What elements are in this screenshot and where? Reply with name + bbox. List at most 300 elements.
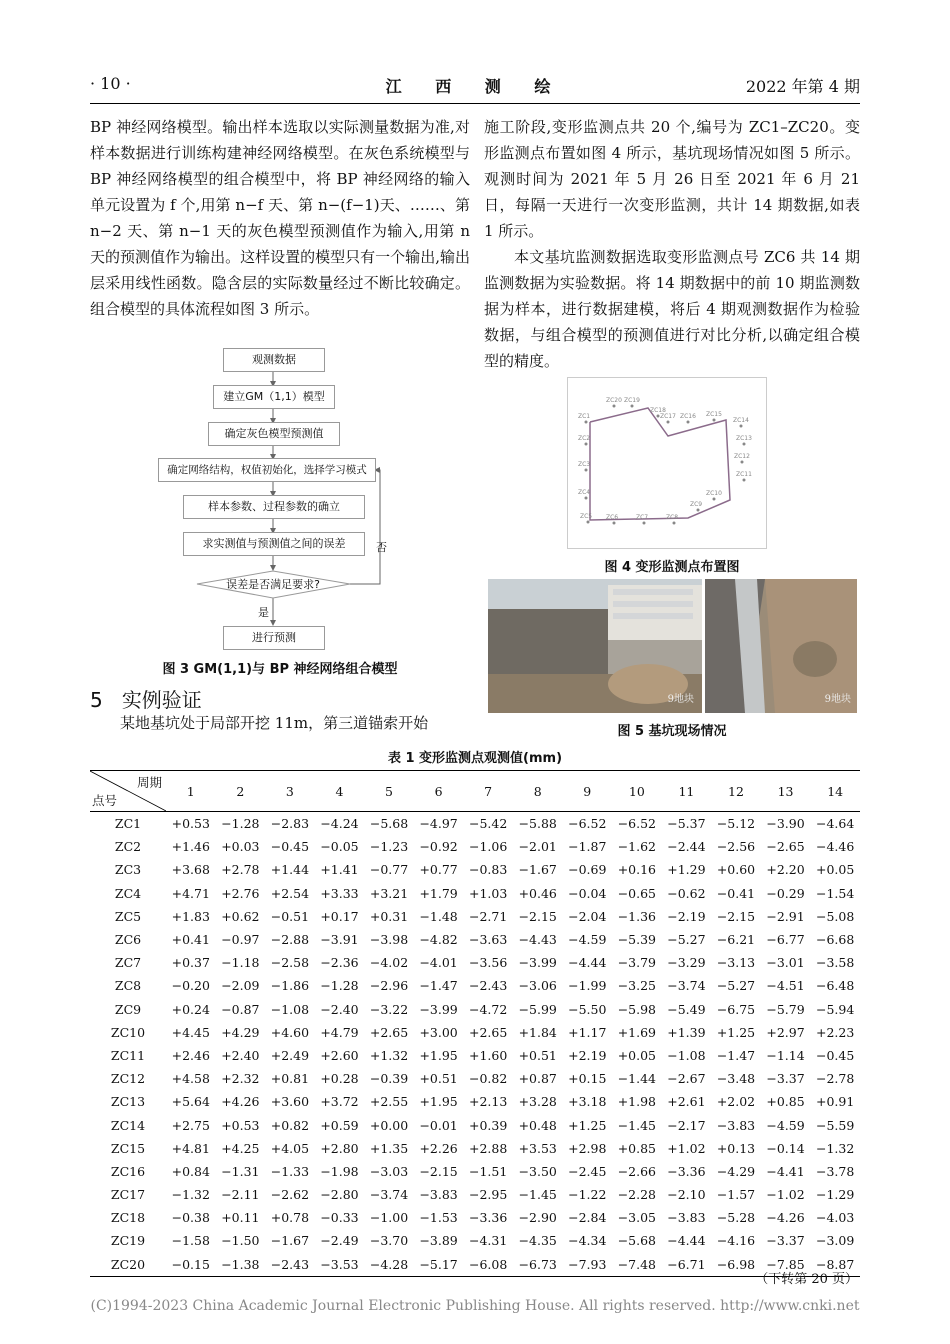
journal-name: 江 西 测 绘	[385, 77, 565, 96]
value-cell: −1.33	[270, 1163, 310, 1179]
point-id-cell: ZC6	[114, 932, 142, 948]
table-row	[90, 928, 860, 951]
value-cell: −7.93	[568, 1256, 607, 1272]
period-header: 14	[827, 783, 844, 799]
value-cell: −1.86	[270, 978, 310, 994]
monitoring-point-label: ZC1	[578, 413, 591, 420]
table-row	[90, 1021, 860, 1044]
value-cell: −3.89	[419, 1233, 458, 1249]
value-cell: −5.94	[816, 1001, 855, 1017]
monitoring-point-label: ZC11	[736, 471, 752, 478]
value-cell: +0.05	[617, 1047, 656, 1063]
value-cell: −1.28	[221, 816, 260, 832]
value-cell: −2.15	[419, 1163, 458, 1179]
value-cell: −3.99	[518, 955, 557, 971]
monitoring-point-label: ZC17	[660, 413, 676, 420]
value-cell: −2.49	[320, 1233, 359, 1249]
value-cell: +2.65	[469, 1024, 508, 1040]
value-cell: −0.69	[568, 862, 607, 878]
value-cell: +3.72	[320, 1094, 359, 1110]
value-cell: −2.65	[766, 839, 805, 855]
value-cell: −3.78	[816, 1163, 855, 1179]
value-cell: −4.28	[369, 1256, 409, 1272]
figure4-caption: 图 4 变形监测点布置图	[604, 560, 740, 575]
monitoring-point-label: ZC20	[606, 397, 622, 404]
value-cell: −2.44	[667, 839, 706, 855]
value-cell: −5.98	[617, 1001, 656, 1017]
value-cell: −8.87	[816, 1256, 855, 1272]
continued-note: （下转第 20 页）	[755, 1272, 858, 1287]
value-cell: −1.14	[766, 1047, 805, 1063]
value-cell: −5.68	[617, 1233, 656, 1249]
value-cell: +3.21	[369, 885, 409, 901]
value-cell: −0.83	[469, 862, 508, 878]
value-cell: −4.35	[518, 1233, 557, 1249]
value-cell: −0.39	[369, 1071, 409, 1087]
value-cell: +2.75	[171, 1117, 210, 1133]
flow-box-gm-model: 建立GM（1,1）模型	[213, 385, 335, 409]
table-row	[90, 812, 860, 836]
table-row	[90, 1137, 860, 1160]
flow-yes-label: 是	[258, 606, 269, 619]
value-cell: +0.87	[518, 1071, 557, 1087]
value-cell: −3.79	[617, 955, 656, 971]
value-cell: −0.92	[419, 839, 458, 855]
period-header: 4	[335, 783, 344, 799]
value-cell: −2.04	[568, 908, 607, 924]
value-cell: +0.39	[469, 1117, 508, 1133]
value-cell: −4.34	[568, 1233, 607, 1249]
value-cell: −1.50	[221, 1233, 260, 1249]
table-row	[90, 951, 860, 974]
monitoring-point-marker	[631, 405, 634, 408]
value-cell: −4.43	[518, 932, 557, 948]
value-cell: +0.85	[617, 1140, 656, 1156]
value-cell: −1.57	[716, 1187, 756, 1203]
point-id-cell: ZC8	[114, 978, 142, 994]
figure3-caption: 图 3 GM(1,1)与 BP 神经网络组合模型	[162, 662, 398, 677]
value-cell: −2.56	[716, 839, 756, 855]
value-cell: −2.67	[667, 1071, 706, 1087]
monitoring-point-marker	[673, 522, 676, 525]
value-cell: −3.50	[518, 1163, 557, 1179]
value-cell: −2.45	[568, 1163, 607, 1179]
value-cell: −3.83	[716, 1117, 756, 1133]
value-cell: −6.08	[469, 1256, 508, 1272]
value-cell: −1.32	[171, 1187, 210, 1203]
value-cell: −1.47	[419, 978, 458, 994]
value-cell: −5.88	[518, 816, 557, 832]
value-cell: −0.04	[568, 885, 607, 901]
value-cell: +2.98	[568, 1140, 607, 1156]
point-id-cell: ZC13	[110, 1094, 146, 1110]
value-cell: +0.37	[171, 955, 210, 971]
monitoring-point-marker	[713, 498, 716, 501]
value-cell: +0.77	[419, 862, 458, 878]
value-cell: −2.43	[469, 978, 508, 994]
value-cell: −1.54	[816, 885, 855, 901]
value-cell: −1.45	[518, 1187, 557, 1203]
monitoring-point-marker	[613, 405, 616, 408]
value-cell: −4.46	[816, 839, 855, 855]
table-row	[90, 1229, 860, 1252]
point-id-cell: ZC14	[110, 1117, 146, 1133]
monitoring-point-label: ZC6	[606, 514, 619, 521]
value-cell: −3.90	[766, 816, 805, 832]
value-cell: −0.62	[667, 885, 706, 901]
value-cell: +2.23	[816, 1024, 855, 1040]
value-cell: −6.75	[716, 1001, 756, 1017]
section-title: 实例验证	[121, 688, 202, 712]
value-cell: +3.33	[320, 885, 359, 901]
value-cell: −5.49	[667, 1001, 706, 1017]
point-id-cell: ZC16	[110, 1163, 146, 1179]
value-cell: +0.31	[369, 908, 409, 924]
value-cell: +0.24	[171, 1001, 210, 1017]
value-cell: −4.97	[419, 816, 458, 832]
value-cell: +0.13	[716, 1140, 756, 1156]
value-cell: −3.99	[419, 1001, 458, 1017]
value-cell: −0.45	[270, 839, 310, 855]
value-cell: −1.29	[816, 1187, 855, 1203]
page-header	[90, 74, 860, 100]
value-cell: −4.01	[419, 955, 458, 971]
value-cell: −6.68	[816, 932, 855, 948]
flow-box-gray-predict: 确定灰色模型预测值	[208, 422, 340, 446]
value-cell: +2.49	[270, 1047, 310, 1063]
value-cell: −5.79	[766, 1001, 805, 1017]
value-cell: −1.23	[369, 839, 409, 855]
corner-top-label: 周期	[136, 775, 162, 790]
value-cell: +0.51	[419, 1071, 458, 1087]
monitoring-point-marker	[613, 522, 616, 525]
value-cell: +4.79	[320, 1024, 359, 1040]
value-cell: −4.02	[369, 955, 409, 971]
value-cell: −3.37	[766, 1071, 805, 1087]
value-cell: −1.62	[617, 839, 656, 855]
value-cell: −2.10	[667, 1187, 706, 1203]
value-cell: −1.47	[716, 1047, 756, 1063]
value-cell: −4.82	[419, 932, 458, 948]
value-cell: −4.44	[667, 1233, 706, 1249]
table-row	[90, 1090, 860, 1113]
value-cell: +1.83	[171, 908, 210, 924]
monitoring-point-label: ZC12	[734, 453, 750, 460]
value-cell: +0.46	[518, 885, 557, 901]
monitoring-point-marker	[687, 421, 690, 424]
flow-box-predict: 进行预测	[223, 626, 325, 650]
value-cell: +4.45	[171, 1024, 210, 1040]
value-cell: −6.52	[568, 816, 607, 832]
value-cell: −6.73	[518, 1256, 557, 1272]
value-cell: −2.71	[469, 908, 508, 924]
table-row	[90, 1067, 860, 1090]
point-id-cell: ZC17	[110, 1187, 146, 1203]
flowchart-figure	[150, 345, 410, 655]
value-cell: −0.33	[320, 1210, 359, 1226]
value-cell: +2.02	[716, 1094, 756, 1110]
value-cell: −3.36	[667, 1163, 706, 1179]
value-cell: +1.02	[667, 1140, 706, 1156]
value-cell: −5.50	[568, 1001, 607, 1017]
monitoring-point-marker	[667, 421, 670, 424]
value-cell: +1.79	[419, 885, 458, 901]
monitoring-point-marker	[585, 469, 588, 472]
value-cell: −1.06	[469, 839, 508, 855]
value-cell: +1.95	[419, 1047, 458, 1063]
value-cell: −2.78	[816, 1071, 855, 1087]
value-cell: −0.14	[766, 1140, 805, 1156]
monitoring-point-label: ZC8	[666, 514, 679, 521]
point-id-cell: ZC4	[114, 885, 142, 901]
value-cell: +1.84	[518, 1024, 557, 1040]
value-cell: +1.25	[568, 1117, 607, 1133]
value-cell: −4.64	[816, 816, 855, 832]
value-cell: −3.01	[766, 955, 805, 971]
value-cell: −3.58	[816, 955, 855, 971]
value-cell: −0.87	[221, 1001, 260, 1017]
value-cell: +3.60	[270, 1094, 310, 1110]
point-id-cell: ZC7	[114, 955, 142, 971]
value-cell: +1.60	[469, 1047, 508, 1063]
monitoring-point-marker	[585, 497, 588, 500]
monitoring-point-label: ZC10	[706, 490, 722, 497]
value-cell: +3.00	[419, 1024, 458, 1040]
monitoring-point-marker	[587, 521, 590, 524]
value-cell: −3.06	[518, 978, 557, 994]
value-cell: +1.35	[369, 1140, 409, 1156]
value-cell: −2.36	[320, 955, 359, 971]
value-cell: −2.11	[221, 1187, 260, 1203]
period-header: 2	[236, 783, 245, 799]
value-cell: −1.51	[469, 1163, 508, 1179]
value-cell: −1.18	[221, 955, 260, 971]
value-cell: −1.36	[617, 908, 656, 924]
period-header: 12	[728, 783, 744, 799]
period-header: 9	[583, 783, 592, 799]
value-cell: −1.58	[171, 1233, 210, 1249]
value-cell: −1.67	[270, 1233, 310, 1249]
value-cell: −4.31	[469, 1233, 508, 1249]
value-cell: +1.41	[320, 862, 359, 878]
monitoring-point-label: ZC5	[580, 513, 593, 520]
value-cell: +1.46	[171, 839, 210, 855]
value-cell: −2.96	[369, 978, 409, 994]
period-header: 6	[434, 783, 443, 799]
value-cell: −1.87	[568, 839, 607, 855]
value-cell: +0.81	[270, 1071, 310, 1087]
monitoring-point-label: ZC9	[690, 501, 703, 508]
value-cell: −2.80	[320, 1187, 359, 1203]
table-caption: 表 1 变形监测点观测值(mm)	[387, 751, 563, 766]
flow-decision-label: 误差是否满足要求?	[226, 578, 320, 591]
value-cell: +2.80	[320, 1140, 359, 1156]
value-cell: +1.25	[716, 1024, 756, 1040]
value-cell: +2.13	[469, 1094, 508, 1110]
value-cell: −2.17	[667, 1117, 706, 1133]
value-cell: +1.95	[419, 1094, 458, 1110]
value-cell: +1.17	[568, 1024, 607, 1040]
value-cell: +4.60	[270, 1024, 310, 1040]
value-cell: +1.98	[617, 1094, 656, 1110]
value-cell: −4.29	[716, 1163, 756, 1179]
value-cell: −2.40	[320, 1001, 359, 1017]
value-cell: +1.29	[667, 862, 706, 878]
table-row	[90, 835, 860, 858]
period-header: 10	[628, 783, 645, 799]
value-cell: +4.05	[270, 1140, 310, 1156]
value-cell: −2.95	[469, 1187, 508, 1203]
value-cell: −5.42	[469, 816, 508, 832]
value-cell: −0.29	[766, 885, 805, 901]
value-cell: −6.21	[716, 932, 756, 948]
value-cell: +4.25	[221, 1140, 260, 1156]
point-id-cell: ZC10	[110, 1024, 146, 1040]
value-cell: −0.41	[716, 885, 756, 901]
footer-copyright: (C)1994-2023 China Academic Journal Electronic Publishing House. All rights reserved. http://www.cnki.net	[90, 1298, 860, 1314]
value-cell: −4.59	[766, 1117, 805, 1133]
section-heading	[90, 684, 202, 713]
value-cell: −0.65	[617, 885, 656, 901]
monitoring-point-marker	[743, 479, 746, 482]
value-cell: +0.62	[221, 908, 260, 924]
monitoring-point-label: ZC3	[578, 461, 591, 468]
value-cell: −1.99	[568, 978, 607, 994]
period-header: 11	[678, 783, 695, 799]
value-cell: +2.26	[419, 1140, 458, 1156]
value-cell: +2.61	[667, 1094, 706, 1110]
value-cell: +0.78	[270, 1210, 310, 1226]
value-cell: −3.22	[369, 1001, 409, 1017]
value-cell: +2.55	[369, 1094, 409, 1110]
value-cell: −5.27	[716, 978, 756, 994]
value-cell: +0.53	[221, 1117, 260, 1133]
value-cell: −3.91	[320, 932, 359, 948]
value-cell: −2.15	[716, 908, 756, 924]
value-cell: +2.40	[221, 1047, 260, 1063]
table-row	[90, 974, 860, 997]
value-cell: +2.88	[469, 1140, 508, 1156]
value-cell: −1.38	[221, 1256, 260, 1272]
value-cell: −4.26	[766, 1210, 805, 1226]
point-id-cell: ZC5	[114, 908, 142, 924]
flow-box-error: 求实测值与预测值之间的误差	[183, 532, 365, 556]
value-cell: −2.83	[270, 816, 310, 832]
value-cell: +0.82	[270, 1117, 310, 1133]
figure5-caption: 图 5 基坑现场情况	[617, 724, 727, 739]
table-header-row	[90, 771, 860, 812]
value-cell: −2.01	[518, 839, 557, 855]
watermark-left: 9地块	[667, 694, 694, 705]
value-cell: +4.26	[221, 1094, 260, 1110]
period-header: 1	[186, 783, 195, 799]
left-column	[90, 114, 470, 322]
point-id-cell: ZC3	[114, 862, 142, 878]
value-cell: −3.63	[469, 932, 508, 948]
figure4-plan	[567, 377, 767, 549]
point-id-cell: ZC9	[114, 1001, 142, 1017]
value-cell: +2.65	[369, 1024, 409, 1040]
value-cell: +2.54	[270, 885, 310, 901]
value-cell: −6.52	[617, 816, 656, 832]
value-cell: +0.17	[320, 908, 359, 924]
monitoring-point-marker	[643, 522, 646, 525]
value-cell: −4.24	[320, 816, 359, 832]
monitoring-point-label: ZC2	[578, 435, 591, 442]
monitoring-point-label: ZC14	[733, 417, 749, 424]
value-cell: −1.53	[419, 1210, 458, 1226]
value-cell: −0.01	[419, 1117, 458, 1133]
issue-label: 2022 年第 4 期	[745, 77, 860, 96]
value-cell: −2.58	[270, 955, 310, 971]
value-cell: +0.41	[171, 932, 210, 948]
monitoring-point-marker	[585, 421, 588, 424]
value-cell: +4.81	[171, 1140, 210, 1156]
monitoring-point-marker	[743, 443, 746, 446]
value-cell: −5.37	[667, 816, 706, 832]
monitoring-point-label: ZC4	[578, 489, 591, 496]
value-cell: +5.64	[171, 1094, 210, 1110]
value-cell: −2.91	[766, 908, 805, 924]
monitoring-point-marker	[585, 443, 588, 446]
value-cell: +4.58	[171, 1071, 210, 1087]
value-cell: −4.16	[716, 1233, 756, 1249]
value-cell: +0.28	[320, 1071, 359, 1087]
value-cell: −1.08	[667, 1047, 706, 1063]
value-cell: +3.53	[518, 1140, 557, 1156]
value-cell: −4.03	[816, 1210, 855, 1226]
value-cell: −3.74	[369, 1187, 409, 1203]
table-row	[90, 1044, 860, 1067]
value-cell: −6.48	[816, 978, 855, 994]
value-cell: −2.09	[221, 978, 260, 994]
value-cell: −2.62	[270, 1187, 310, 1203]
monitoring-point-marker	[657, 415, 660, 418]
table-row	[90, 1160, 860, 1183]
value-cell: +0.16	[617, 862, 656, 878]
flow-box-network-structure: 确定网络结构，权值初始化，选择学习模式	[158, 458, 376, 482]
value-cell: +3.28	[518, 1094, 557, 1110]
point-id-cell: ZC20	[110, 1256, 146, 1272]
table-row	[90, 1206, 860, 1229]
value-cell: +0.85	[766, 1094, 805, 1110]
value-cell: −3.37	[766, 1233, 805, 1249]
value-cell: −3.48	[716, 1071, 756, 1087]
monitoring-point-marker	[713, 419, 716, 422]
value-cell: −2.88	[270, 932, 310, 948]
value-cell: +0.15	[568, 1071, 607, 1087]
table-row	[90, 1183, 860, 1206]
value-cell: −3.29	[667, 955, 706, 971]
value-cell: −2.66	[617, 1163, 656, 1179]
table-row	[90, 882, 860, 905]
value-cell: +2.97	[766, 1024, 805, 1040]
monitoring-point-label: ZC15	[706, 411, 722, 418]
plan-outline	[568, 378, 766, 548]
point-id-cell: ZC2	[114, 839, 142, 855]
value-cell: −5.39	[617, 932, 656, 948]
point-id-cell: ZC12	[110, 1071, 146, 1087]
value-cell: +3.18	[568, 1094, 607, 1110]
value-cell: +2.78	[221, 862, 260, 878]
value-cell: −3.56	[469, 955, 508, 971]
monitoring-point-marker	[740, 425, 743, 428]
value-cell: −4.51	[766, 978, 805, 994]
value-cell: −5.27	[667, 932, 706, 948]
flow-box-sample-params: 样本参数、过程参数的确立	[183, 495, 365, 519]
value-cell: +2.19	[568, 1047, 607, 1063]
value-cell: −3.70	[369, 1233, 409, 1249]
